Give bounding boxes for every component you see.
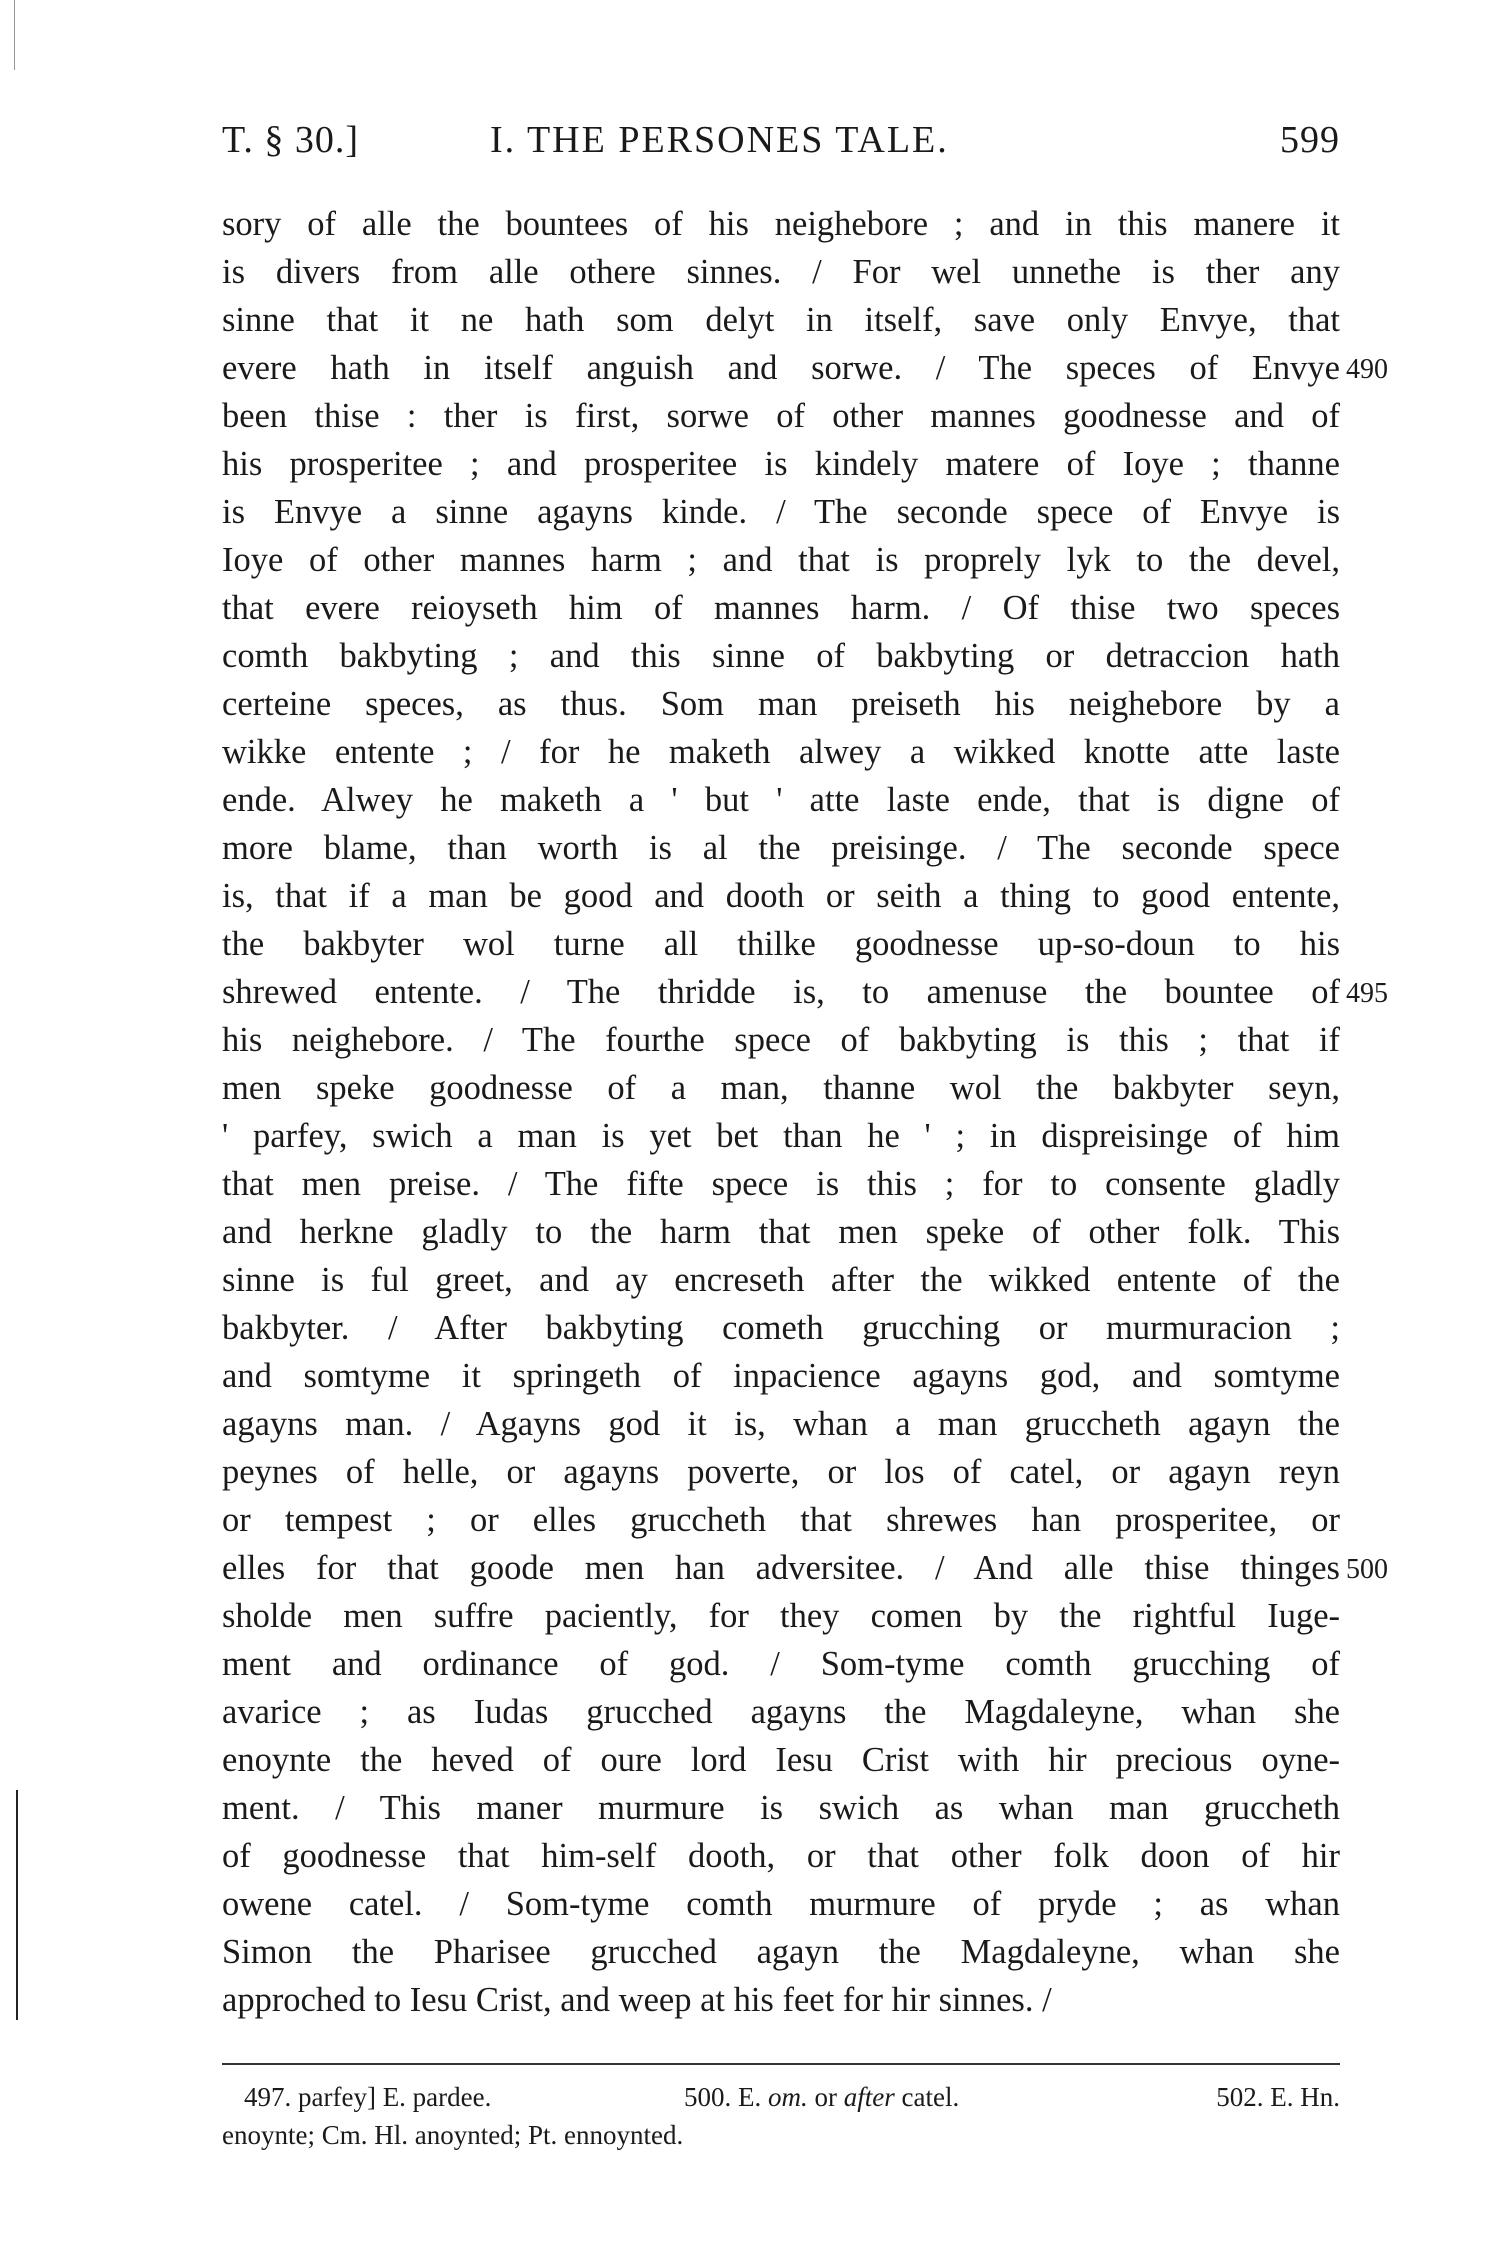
text-line: peynes of helle, or agayns poverte, or los of catel, or agayn reyn bbox=[222, 1453, 1340, 1491]
text-line: the bakbyter wol turne all thilke goodnesse up-so-doun to his bbox=[222, 925, 1340, 963]
scan-edge-mark-bottom bbox=[16, 1790, 18, 2020]
margin-number-495: 495 bbox=[1346, 978, 1388, 1009]
text-line: sinne is ful greet, and ay encreseth after the wikked entente of the bbox=[222, 1261, 1340, 1299]
margin-number-500: 500 bbox=[1346, 1554, 1388, 1585]
footnotes bbox=[222, 2078, 1340, 2154]
footnote-500-om: om. bbox=[768, 2082, 808, 2112]
text-line: been thise : ther is first, sorwe of other mannes goodnesse and of bbox=[222, 397, 1340, 435]
text-line: bakbyter. / After bakbyting cometh grucching or murmuracion ; bbox=[222, 1309, 1340, 1347]
text-line: that men preise. / The fifte spece is this ; for to consente gladly bbox=[222, 1165, 1340, 1203]
text-line: wikke entente ; / for he maketh alwey a wikked knotte atte laste bbox=[222, 733, 1340, 771]
text-line: his prosperitee ; and prosperitee is kindely matere of Ioye ; thanne bbox=[222, 445, 1340, 483]
text-line: certeine speces, as thus. Som man preiseth his neighebore by a bbox=[222, 685, 1340, 723]
text-line: sholde men suffre paciently, for they comen by the rightful Iuge- bbox=[222, 1597, 1340, 1635]
footnote-row bbox=[222, 2116, 1340, 2154]
text-line: Ioye of other mannes harm ; and that is proprely lyk to the devel, bbox=[222, 541, 1340, 579]
header-title: I. THE PERSONES TALE. bbox=[490, 119, 949, 161]
text-line: ' parfey, swich a man is yet bet than he ' ; in dispreisinge of him bbox=[222, 1117, 1340, 1155]
text-line: ende. Alwey he maketh a ' but ' atte laste ende, that is digne of bbox=[222, 781, 1340, 819]
footnote-500-suffix: catel. bbox=[894, 2082, 960, 2112]
text-line: evere hath in itself anguish and sorwe. / The speces of Envye bbox=[222, 349, 1340, 387]
text-line: sinne that it ne hath som delyt in itself, save only Envye, that bbox=[222, 301, 1340, 339]
main-text bbox=[222, 200, 1340, 2024]
text-line: enoynte the heved of oure lord Iesu Crist with hir precious oyne- bbox=[222, 1741, 1340, 1779]
running-header bbox=[222, 118, 1340, 166]
footnote-502: 502. E. Hn. bbox=[1216, 2082, 1340, 2112]
text-line: sory of alle the bountees of his neighebore ; and in this manere it bbox=[222, 205, 1340, 243]
footnote-500-after: after bbox=[843, 2082, 895, 2112]
text-line: owene catel. / Som-tyme comth murmure of pryde ; as whan bbox=[222, 1885, 1340, 1923]
header-section-ref: T. § 30.] bbox=[222, 119, 360, 161]
text-line: that evere reioyseth him of mannes harm. / Of thise two speces bbox=[222, 589, 1340, 627]
text-line: ment and ordinance of god. / Som-tyme comth grucching of bbox=[222, 1645, 1340, 1683]
text-line: agayns man. / Agayns god it is, whan a man gruccheth agayn the bbox=[222, 1405, 1340, 1443]
text-line: approched to Iesu Crist, and weep at his feet for hir sinnes. / bbox=[222, 1981, 1052, 2019]
text-line: comth bakbyting ; and this sinne of bakbyting or detraccion hath bbox=[222, 637, 1340, 675]
text-line: more blame, than worth is al the preisinge. / The seconde spece bbox=[222, 829, 1340, 867]
footnote-500-or: or bbox=[807, 2082, 844, 2112]
scan-edge-mark-top bbox=[14, 0, 15, 70]
footnote-502-continued: enoynte; Cm. Hl. anoynted; Pt. ennoynted. bbox=[222, 2120, 684, 2150]
page-number: 599 bbox=[1280, 119, 1340, 161]
text-line: avarice ; as Iudas grucched agayns the Magdaleyne, whan she bbox=[222, 1693, 1340, 1731]
text-line: men speke goodnesse of a man, thanne wol the bakbyter seyn, bbox=[222, 1069, 1340, 1107]
text-line: his neighebore. / The fourthe spece of bakbyting is this ; that if bbox=[222, 1021, 1340, 1059]
text-line: elles for that goode men han adversitee. / And alle thise thinges bbox=[222, 1549, 1340, 1587]
footnote-500 bbox=[684, 2078, 959, 2116]
text-line: is, that if a man be good and dooth or seith a thing to good entente, bbox=[222, 877, 1340, 915]
text-line: shrewed entente. / The thridde is, to amenuse the bountee of bbox=[222, 973, 1340, 1011]
margin-number-490: 490 bbox=[1346, 354, 1388, 385]
text-line: or tempest ; or elles gruccheth that shrewes han prosperitee, or bbox=[222, 1501, 1340, 1539]
text-line: is Envye a sinne agayns kinde. / The seconde spece of Envye is bbox=[222, 493, 1340, 531]
text-line: and herkne gladly to the harm that men speke of other folk. This bbox=[222, 1213, 1340, 1251]
text-line: of goodnesse that him-self dooth, or that other folk doon of hir bbox=[222, 1837, 1340, 1875]
footnote-497: 497. parfey] E. pardee. bbox=[244, 2082, 492, 2112]
footnote-row bbox=[222, 2078, 1340, 2116]
footnote-rule bbox=[222, 2063, 1340, 2065]
text-line: ment. / This maner murmure is swich as whan man gruccheth bbox=[222, 1789, 1340, 1827]
footnote-500-prefix: 500. E. bbox=[684, 2082, 768, 2112]
text-line: and somtyme it springeth of inpacience agayns god, and somtyme bbox=[222, 1357, 1340, 1395]
text-line: is divers from alle othere sinnes. / For wel unnethe is ther any bbox=[222, 253, 1340, 291]
text-line: Simon the Pharisee grucched agayn the Magdaleyne, whan she bbox=[222, 1933, 1340, 1971]
